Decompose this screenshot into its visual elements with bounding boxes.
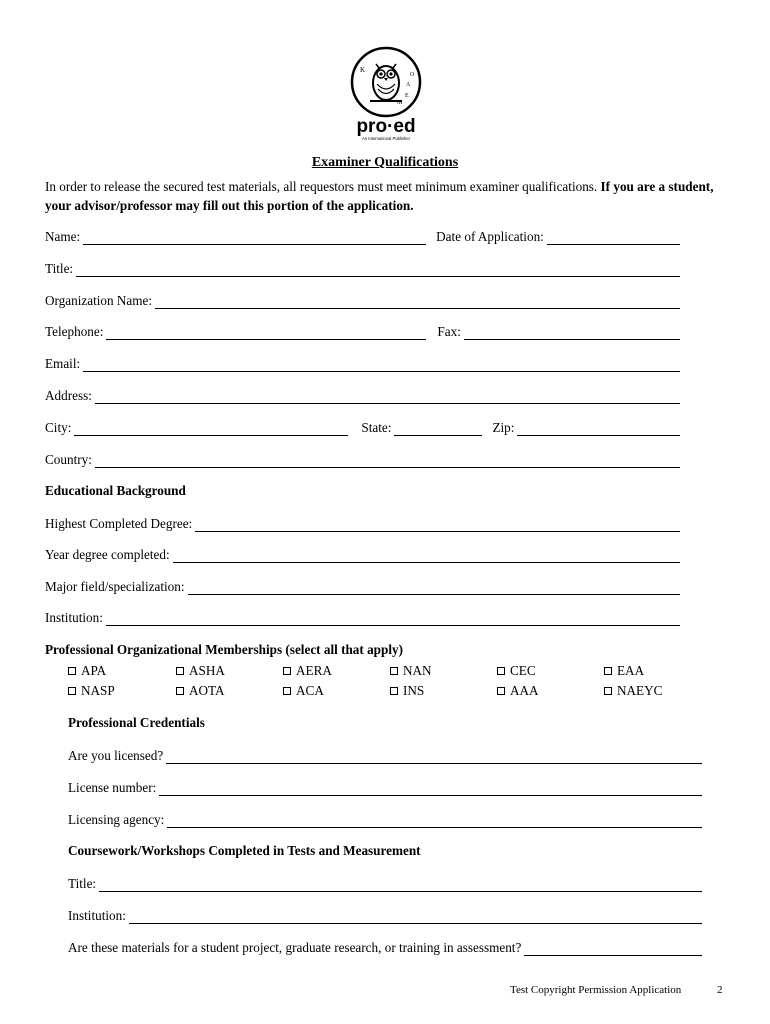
pro-ed-logo <box>348 46 424 142</box>
address-field[interactable] <box>95 389 680 404</box>
title-row <box>45 259 680 277</box>
checkbox-asha[interactable]: ASHA <box>176 663 225 679</box>
date-of-application-field[interactable] <box>547 230 680 245</box>
page-number: 2 <box>717 984 723 996</box>
checkbox-naeyc[interactable]: NAEYC <box>604 683 662 699</box>
state-label: State: <box>361 420 392 435</box>
zip-label: Zip: <box>492 420 515 435</box>
checkbox-icon <box>68 687 76 695</box>
checkbox-icon <box>283 687 291 695</box>
institution-label: Institution: <box>45 610 103 625</box>
fax-field[interactable] <box>464 325 680 340</box>
checkbox-icon <box>390 667 398 675</box>
owl-icon <box>370 64 402 101</box>
organization-name-label: Organization Name: <box>45 293 153 308</box>
state-field[interactable] <box>394 421 482 436</box>
checkbox-icon <box>604 687 612 695</box>
institution-field[interactable] <box>106 611 680 626</box>
footer-label: Test Copyright Permission Application <box>510 984 682 996</box>
email-row <box>45 354 680 372</box>
organization-name-field[interactable] <box>155 294 680 309</box>
name-row <box>45 227 680 245</box>
checkbox-aera[interactable]: AERA <box>283 663 332 679</box>
student-project-label: Are these materials for a student project, graduate research, or training in assessment? <box>68 940 522 955</box>
email-field[interactable] <box>83 357 680 372</box>
student-project-field[interactable] <box>524 941 702 956</box>
license-number-field[interactable] <box>159 781 702 796</box>
country-field[interactable] <box>95 453 680 468</box>
student-project-row <box>68 938 702 956</box>
svg-text:K: K <box>360 66 366 74</box>
coursework-institution-label: Institution: <box>68 908 126 923</box>
svg-text:O: O <box>410 72 415 78</box>
title-field[interactable] <box>76 262 680 277</box>
checkbox-aota[interactable]: AOTA <box>176 683 225 699</box>
major-label: Major field/specialization: <box>45 579 185 594</box>
year-completed-field[interactable] <box>173 548 680 563</box>
logo-tagline: An International Publisher <box>362 136 410 141</box>
city-row <box>45 418 680 436</box>
address-row <box>45 386 680 404</box>
checkbox-icon <box>390 687 398 695</box>
checkbox-aca[interactable]: ACA <box>283 683 324 699</box>
svg-text:A: A <box>406 82 411 88</box>
email-label: Email: <box>45 356 81 371</box>
country-label: Country: <box>45 452 92 467</box>
credentials-heading: Professional Credentials <box>68 715 205 730</box>
checkbox-icon <box>497 667 505 675</box>
logo-wordmark: pro·ed <box>356 116 416 137</box>
checkbox-aaa[interactable]: AAA <box>497 683 539 699</box>
year-completed-label: Year degree completed: <box>45 547 170 562</box>
checkbox-nan[interactable]: NAN <box>390 663 432 679</box>
checkbox-icon <box>604 667 612 675</box>
checkbox-nasp[interactable]: NASP <box>68 683 115 699</box>
coursework-institution-field[interactable] <box>129 909 702 924</box>
page-title: Examiner Qualifications <box>311 155 459 170</box>
city-label: City: <box>45 420 72 435</box>
checkbox-eaa[interactable]: EAA <box>604 663 644 679</box>
licensing-agency-field[interactable] <box>167 813 702 828</box>
telephone-label: Telephone: <box>45 324 104 339</box>
year-completed-row <box>45 545 680 563</box>
svg-text:E: E <box>405 93 409 99</box>
institution-row <box>45 608 680 626</box>
checkbox-icon <box>283 667 291 675</box>
checkbox-apa[interactable]: APA <box>68 663 106 679</box>
intro-paragraph: In order to release the secured test materials, all requestors must meet minimum examiner qualifications. If you are a student, your advisor/professor may fill out this portion of the application. <box>45 179 714 213</box>
license-number-row <box>68 778 702 796</box>
name-label: Name: <box>45 229 81 244</box>
major-row <box>45 577 680 595</box>
telephone-field[interactable] <box>106 325 426 340</box>
address-label: Address: <box>45 388 92 403</box>
licensed-row <box>68 746 702 764</box>
major-field[interactable] <box>188 580 680 595</box>
highest-degree-field[interactable] <box>195 517 680 532</box>
city-field[interactable] <box>74 421 348 436</box>
telephone-row <box>45 322 680 340</box>
licensing-agency-label: Licensing agency: <box>68 812 165 827</box>
fax-label: Fax: <box>437 324 461 339</box>
zip-field[interactable] <box>517 421 680 436</box>
title-label: Title: <box>45 261 74 276</box>
license-number-label: License number: <box>68 780 157 795</box>
organization-row <box>45 291 680 309</box>
coursework-title-row <box>68 874 702 892</box>
svg-text:M: M <box>397 100 403 106</box>
checkbox-icon <box>176 687 184 695</box>
coursework-heading: Coursework/Workshops Completed in Tests and Measurement <box>68 843 421 858</box>
checkbox-icon <box>68 667 76 675</box>
memberships-heading: Professional Organizational Memberships (select all that apply) <box>45 642 403 657</box>
checkbox-icon <box>497 687 505 695</box>
checkbox-ins[interactable]: INS <box>390 683 424 699</box>
highest-degree-label: Highest Completed Degree: <box>45 516 193 531</box>
checkbox-cec[interactable]: CEC <box>497 663 536 679</box>
licensing-agency-row <box>68 810 702 828</box>
name-field[interactable] <box>83 230 426 245</box>
coursework-title-field[interactable] <box>99 877 702 892</box>
coursework-title-label: Title: <box>68 876 97 891</box>
country-row <box>45 450 680 468</box>
licensed-field[interactable] <box>166 749 702 764</box>
checkbox-icon <box>176 667 184 675</box>
coursework-institution-row <box>68 906 702 924</box>
highest-degree-row <box>45 514 680 532</box>
educational-background-heading: Educational Background <box>45 483 186 498</box>
date-of-application-label: Date of Application: <box>436 229 544 244</box>
licensed-label: Are you licensed? <box>68 748 164 763</box>
